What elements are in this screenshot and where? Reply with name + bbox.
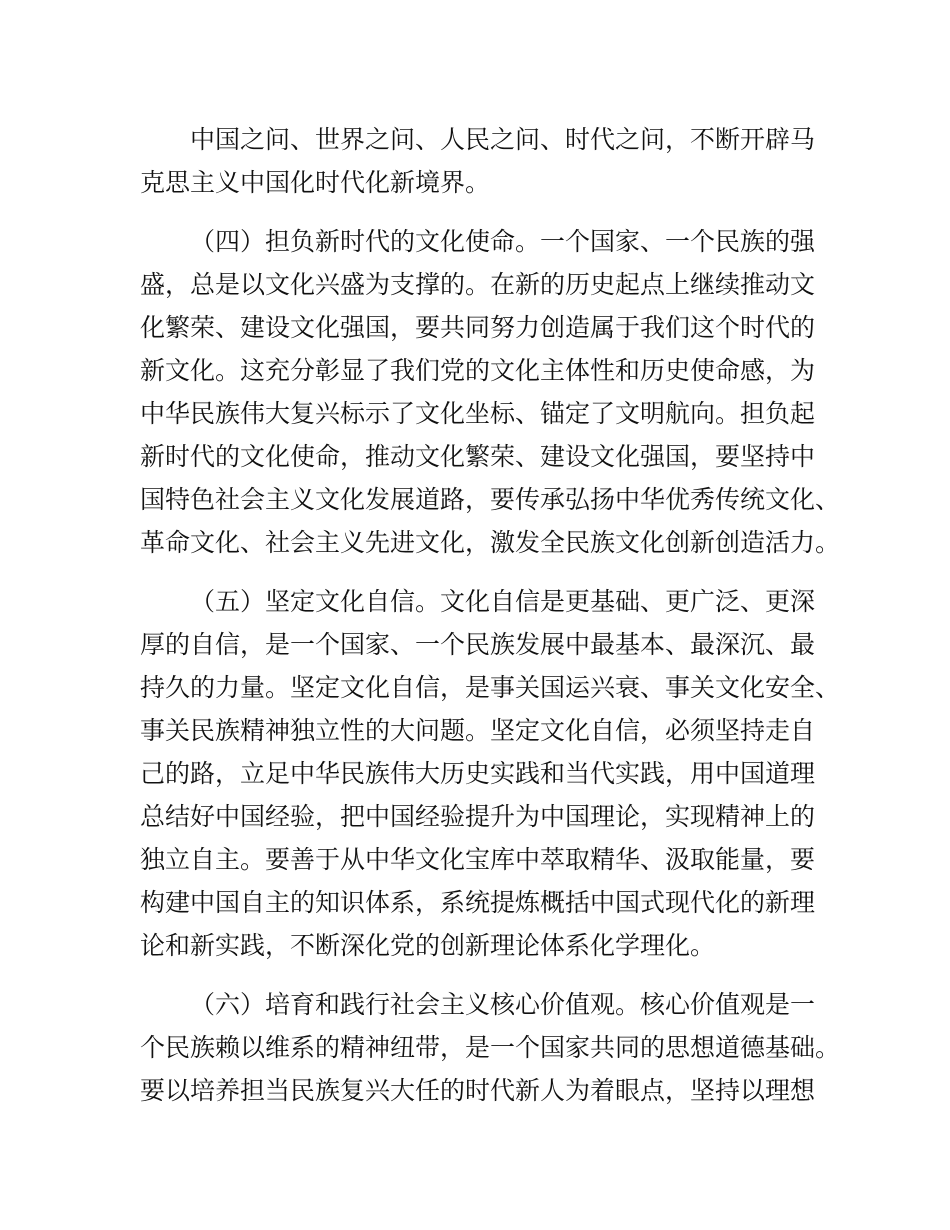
paragraph-continuation bbox=[140, 118, 830, 204]
paragraph-core-values bbox=[140, 983, 841, 1112]
text-line: 构建中国自主的知识体系，系统提炼概括中国式现代化的新理 bbox=[140, 888, 816, 917]
text-line: 新文化。这充分彰显了我们党的文化主体性和历史使命感，为 bbox=[140, 356, 816, 385]
text-line: 中华民族伟大复兴标示了文化坐标、锚定了文明航向。担负起 bbox=[140, 399, 816, 428]
text-line: （四）担负新时代的文化使命。一个国家、一个民族的强 bbox=[190, 227, 816, 256]
paragraph-cultural-mission bbox=[140, 220, 841, 564]
text-line: 持久的力量。坚定文化自信，是事关国运兴衰、事关文化安全、 bbox=[140, 673, 841, 702]
body-text bbox=[140, 118, 841, 1128]
text-line: 独立自主。要善于从中华文化宝库中萃取精华、汲取能量，要 bbox=[140, 845, 816, 874]
text-line: 事关民族精神独立性的大问题。坚定文化自信，必须坚持走自 bbox=[140, 716, 816, 745]
text-line: （六）培育和践行社会主义核心价值观。核心价值观是一 bbox=[190, 990, 816, 1019]
text-line: 己的路，立足中华民族伟大历史实践和当代实践，用中国道理 bbox=[140, 759, 816, 788]
text-line: 厚的自信，是一个国家、一个民族发展中最基本、最深沉、最 bbox=[140, 630, 816, 659]
text-line: （五）坚定文化自信。文化自信是更基础、更广泛、更深 bbox=[190, 587, 816, 616]
text-line: 总结好中国经验，把中国经验提升为中国理论，实现精神上的 bbox=[140, 802, 816, 831]
text-line: 个民族赖以维系的精神纽带，是一个国家共同的思想道德基础。 bbox=[140, 1033, 841, 1062]
text-line: 化繁荣、建设文化强国，要共同努力创造属于我们这个时代的 bbox=[140, 313, 816, 342]
text-line: 国特色社会主义文化发展道路，要传承弘扬中华优秀传统文化、 bbox=[140, 485, 841, 514]
text-line: 新时代的文化使命，推动文化繁荣、建设文化强国，要坚持中 bbox=[140, 442, 816, 471]
text-line: 克思主义中国化时代化新境界。 bbox=[140, 168, 491, 197]
text-line: 盛，总是以文化兴盛为支撑的。在新的历史起点上继续推动文 bbox=[140, 270, 816, 299]
text-line: 论和新实践，不断深化党的创新理论体系化学理化。 bbox=[140, 931, 716, 960]
text-line: 要以培养担当民族复兴大任的时代新人为着眼点，坚持以理想 bbox=[140, 1076, 816, 1105]
paragraph-cultural-confidence bbox=[140, 580, 841, 967]
text-line: 革命文化、社会主义先进文化，激发全民族文化创新创造活力。 bbox=[140, 528, 841, 557]
text-line: 中国之问、世界之问、人民之问、时代之问，不断开辟马 bbox=[190, 125, 816, 154]
